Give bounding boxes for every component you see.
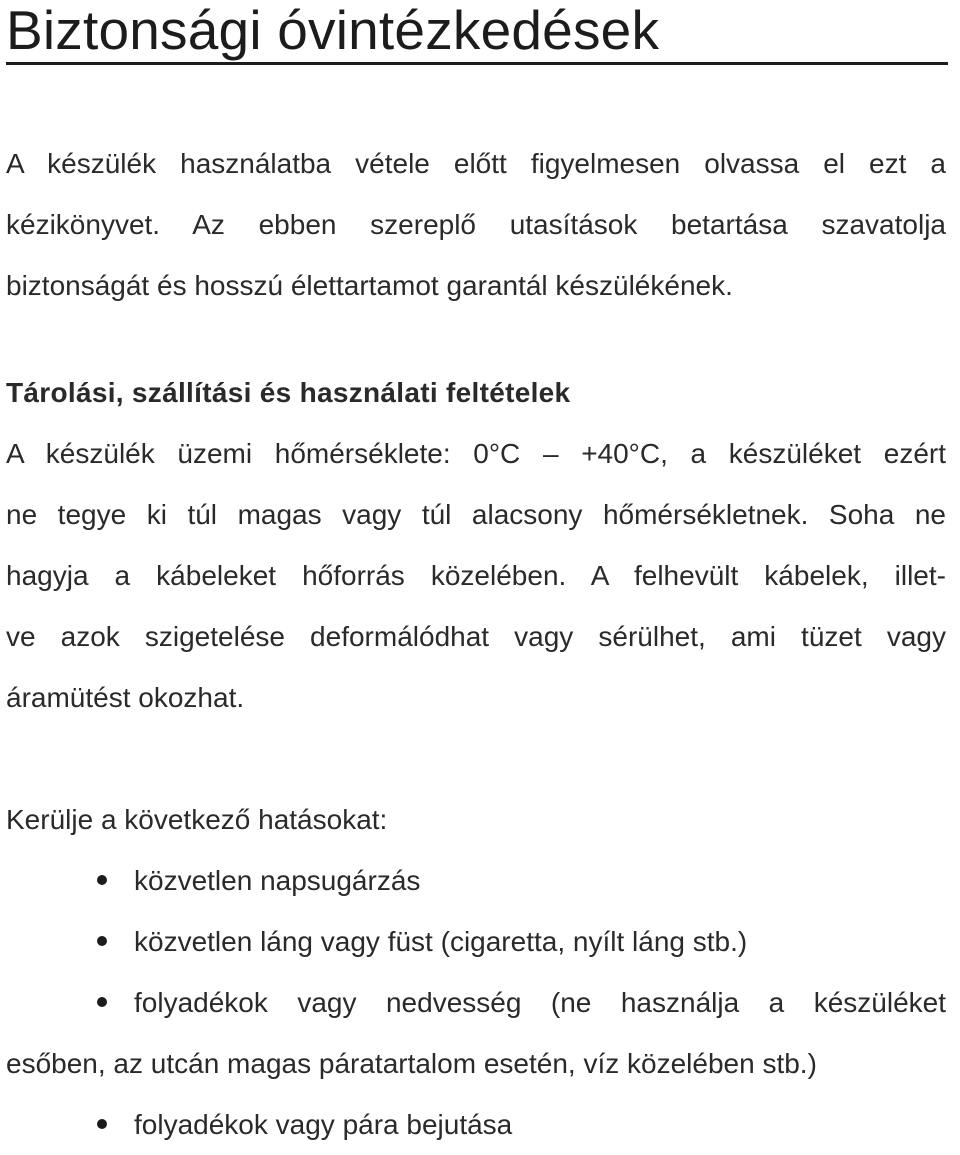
storage-line: áramütést okozhat. [6, 682, 245, 713]
intro-line: biztonságát és hosszú élettartamot garantál készülékének. [6, 270, 733, 301]
avoid-lead: Kerülje a következő hatásokat: [6, 804, 388, 835]
list-item-text: közvetlen láng vagy füst (cigaretta, nyílt láng stb.) [134, 926, 748, 957]
avoid-list [6, 850, 946, 1155]
list-item [6, 911, 946, 972]
intro-line: kézikönyvet. Az ebben szereplő utasítások betartása szavatolja [6, 209, 946, 240]
storage-paragraph [6, 423, 946, 728]
list-item-text: folyadékok vagy pára bejutása [134, 1109, 513, 1140]
document-page [6, 0, 946, 1155]
list-item-text: folyadékok vagy nedvesség (ne használja a készüléket [134, 987, 946, 1018]
storage-line: hagyja a kábeleket hőforrás közelében. A felhevült kábelek, illet- [6, 560, 946, 591]
list-item [6, 972, 946, 1094]
bullet-icon [97, 936, 107, 946]
list-item [6, 1094, 946, 1155]
title-underline [6, 62, 948, 65]
page-title: Biztonsági óvintézkedések [6, 0, 660, 61]
storage-heading: Tárolási, szállítási és használati feltételek [6, 377, 571, 408]
storage-line: ne tegye ki túl magas vagy túl alacsony hőmérsékletnek. Soha ne [6, 499, 946, 530]
list-item-text-continued: esőben, az utcán magas páratartalom esetén, víz közelében stb.) [6, 1048, 817, 1079]
intro-paragraph [6, 133, 946, 316]
storage-line: A készülék üzemi hőmérséklete: 0°C – +40°C, a készüléket ezért [6, 438, 946, 469]
storage-line: ve azok szigetelése deformálódhat vagy sérülhet, ami tüzet vagy [6, 621, 946, 652]
bullet-icon [97, 875, 107, 885]
bullet-icon [97, 997, 107, 1007]
bullet-icon [97, 1119, 107, 1129]
list-item-text: közvetlen napsugárzás [134, 865, 421, 896]
list-item [6, 850, 946, 911]
intro-line: A készülék használatba vétele előtt figyelmesen olvassa el ezt a [6, 148, 946, 179]
